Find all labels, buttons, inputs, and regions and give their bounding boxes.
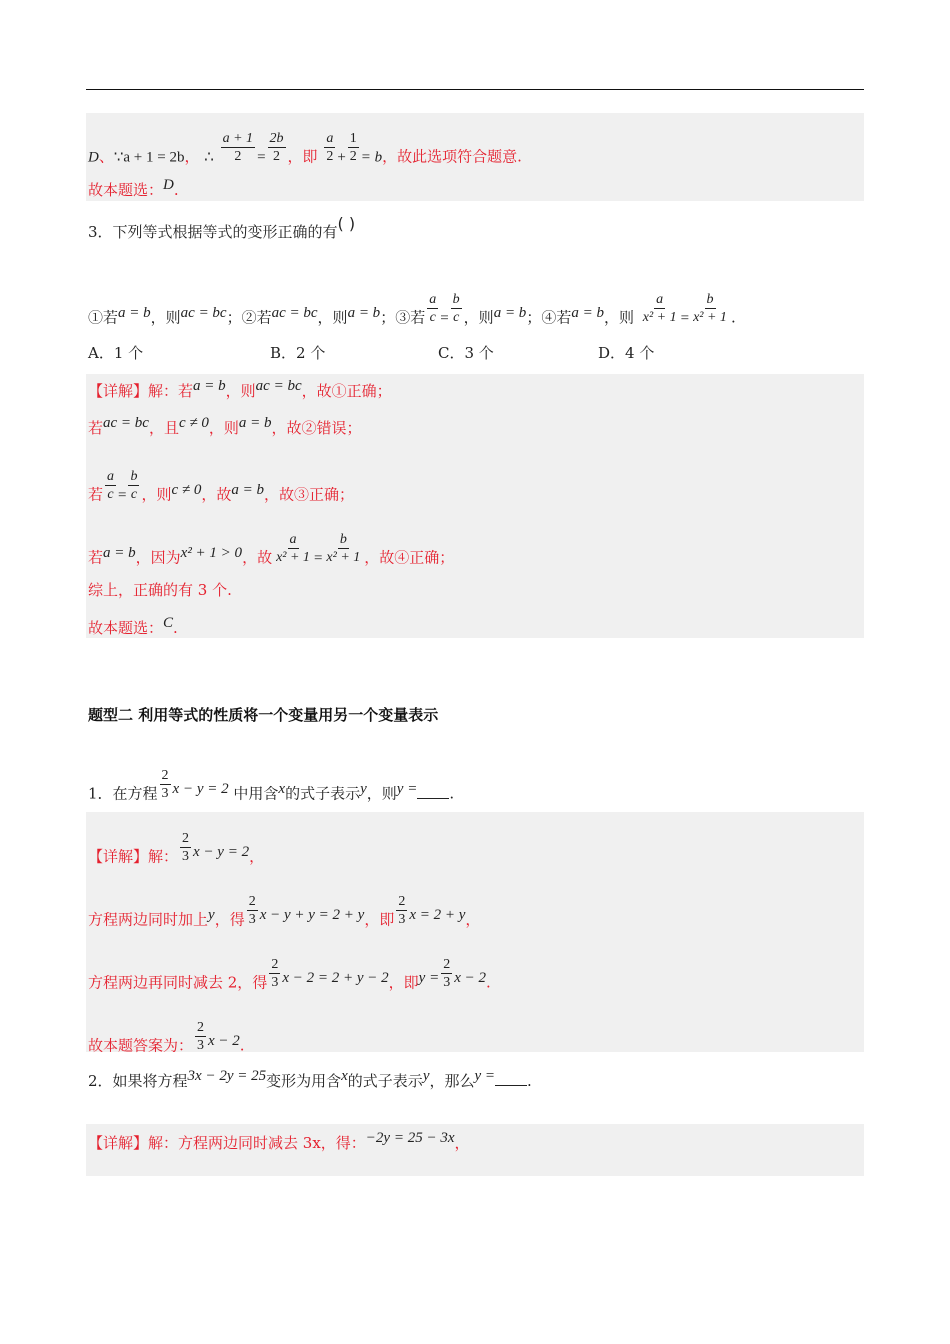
fraction: $\frac{a}{c}$ [107, 469, 115, 502]
question-2-stem: 2．如果将方程3x − 2y = 25变形为用含x的式子表示y，那么y = . [88, 1068, 532, 1090]
option-c[interactable]: C．3 个 [438, 344, 494, 362]
fraction: $\frac{b}{\text{x² + 1}}$ [693, 292, 727, 325]
question-3-options [88, 343, 654, 363]
q1-solution-line-3: 方程两边再同时减去 2，得 $\frac{2}{3}$ x − 2 = 2 + y − 2，即y = $\frac{2}{3}$ x − 2. [88, 957, 491, 992]
fraction: $\frac{a}{\text{x² + 1}}$ [276, 532, 310, 565]
q3-solution-line-1: 【详解】解：若a = b，则ac = bc，故①正确； [88, 378, 392, 400]
fraction: $\frac{a}{\text{x² + 1}}$ [642, 292, 677, 325]
fraction: $\frac{1}{2}$ [349, 131, 357, 164]
q3-solution-line-3: 若 $\frac{a}{c}$ = $\frac{b}{c}$ ，则c ≠ 0，故a = b，故③正确； [88, 469, 355, 504]
fraction-two-thirds: $\frac{2}{3}$ [398, 894, 406, 927]
fraction: $\frac{a + 1}{2}$ [222, 131, 254, 164]
q2-solution-line-1: 【详解】解：方程两边同时减去 3x，得：−2y = 25 − 3x， [88, 1130, 470, 1152]
q3-solution-answer: 故本题选：C. [88, 615, 178, 637]
answer-blank[interactable] [495, 1071, 527, 1086]
option-b[interactable]: B．2 个 [270, 344, 326, 362]
fraction: $\frac{a}{c}$ [429, 292, 437, 325]
fraction: $\frac{a}{2}$ [326, 131, 334, 164]
q1-solution-answer: 故本题答案为： $\frac{2}{3}$ x − 2. [88, 1020, 245, 1055]
answer-blank[interactable] [417, 784, 449, 799]
section-heading: 题型二 利用等式的性质将一个变量用另一个变量表示 [88, 706, 439, 724]
fraction: $\frac{b}{\text{x² + 1}}$ [326, 532, 361, 565]
solution-1-line-d: D、∵a + 1 = 2b， ∴ $\frac{a + 1}{2}$ = $\frac{2b}{2}$ ，即 $\frac{a}{2}$ + $\frac{1}{2}$ = b，故此选项符合题意. [88, 131, 522, 166]
fraction-two-thirds: $\frac{2}{3}$ [161, 768, 169, 801]
fraction: $\frac{b}{c}$ [452, 292, 460, 325]
q1-solution-line-1: 【详解】解： $\frac{2}{3}$ x − y = 2， [88, 831, 265, 866]
fraction: $\frac{2b}{2}$ [269, 131, 284, 164]
q1-solution-line-2: 方程两边同时加上y，得 $\frac{2}{3}$ x − y + y = 2 + y，即 $\frac{2}{3}$ x = 2 + y， [88, 894, 481, 929]
option-d[interactable]: D．4 个 [598, 344, 655, 362]
q3-solution-line-4: 若a = b，因为x² + 1 > 0，故 $\frac{a}{\text{x² + 1}}$ = $\frac{b}{\text{x² + 1}}$ ，故④正确； [88, 532, 455, 567]
question-3-stem: 3．下列等式根据等式的变形正确的有( ) [88, 214, 356, 241]
option-a[interactable]: A．1 个 [88, 344, 144, 362]
question-3-statements: ①若a = b，则ac = bc；②若ac = bc，则a = b；③若 $\frac{a}{c}$ = $\frac{b}{c}$ ，则a = b；④若a = b，则 $\frac{a}{\text{x² + 1}}$ = $\frac{b}{\text{x² + 1}}$ . [88, 292, 736, 327]
fraction-two-thirds: $\frac{2}{3}$ [271, 957, 279, 990]
solution-1-answer: 故本题选：D. [88, 177, 179, 199]
fraction: $\frac{b}{c}$ [130, 469, 138, 502]
fraction-two-thirds: $\frac{2}{3}$ [182, 831, 190, 864]
header-rule [86, 89, 864, 90]
fraction-two-thirds: $\frac{2}{3}$ [248, 894, 256, 927]
q3-solution-line-2: 若ac = bc，且c ≠ 0，则a = b，故②错误； [88, 415, 362, 437]
fraction-two-thirds: $\frac{2}{3}$ [443, 957, 451, 990]
question-1-stem: 1．在方程 $\frac{2}{3}$ x − y = 2 中用含x的式子表示y，则y = . [88, 768, 455, 803]
fraction-two-thirds: $\frac{2}{3}$ [197, 1020, 205, 1053]
q3-solution-line-5: 综上，正确的有 3 个. [88, 581, 232, 599]
